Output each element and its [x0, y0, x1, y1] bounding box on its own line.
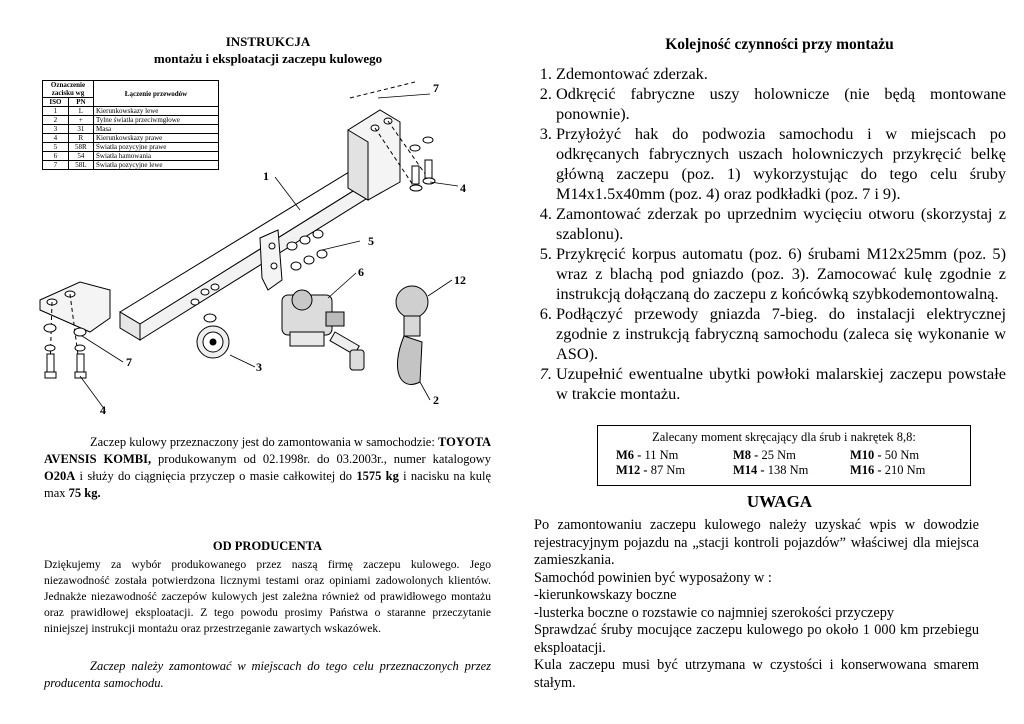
assembly-steps [530, 64, 1006, 404]
list-item: 2. Odkręcić fabryczne uszy holownicze (nie będą montowane ponownie). [556, 84, 1006, 124]
assembly-title: Kolejność czynności przy montażu [665, 36, 894, 53]
header-desc: Łączenie przewodów [94, 81, 219, 107]
tow-ball [396, 286, 428, 384]
warning-p3: -kierunkowskazy boczne [534, 587, 677, 603]
warning-p6: Kula zaczepu musi być utrzymana w czystości i konserwowana smarem stałym. [534, 657, 979, 691]
table-row: 3 31 Masa [43, 125, 219, 134]
catalog-number: O20A [44, 469, 76, 483]
torque-m16: M16 - 210 Nm [850, 463, 926, 477]
torque-m8: M8 - 25 Nm [733, 448, 796, 462]
list-item: 6. Podłączyć przewody gniazda 7-bieg. do instalacji elektrycznej zgodnie z instrukcją fabryczną samochodu (zaleca się wykonanie w ASO). [556, 304, 1006, 364]
torque-m10: M10 - 50 Nm [850, 448, 920, 462]
label-3: 3 [256, 360, 262, 374]
label-4-right: 4 [460, 181, 466, 195]
right-bracket [348, 110, 400, 200]
label-7-left: 7 [126, 355, 132, 369]
table-row: 2 + Tylne światła przeciwmgłowe [43, 116, 219, 125]
max-load: 75 kg. [68, 486, 101, 500]
instruction-title [0, 33, 536, 67]
label-4-left: 4 [100, 403, 106, 417]
label-1: 1 [263, 169, 269, 183]
max-mass: 1575 kg [356, 469, 399, 483]
tow-hitch-exploded-diagram [30, 70, 510, 430]
warning-p2: Samochód powinien być wyposażony w : [534, 569, 772, 586]
electrical-socket [197, 314, 229, 358]
torque-box [597, 425, 971, 486]
col-pn: PN [68, 98, 93, 107]
list-item: 4. Zamontować zderzak po uprzednim wycięciu otworu (skorzystaj z szablonu). [556, 204, 1006, 244]
right-bolts [410, 137, 435, 191]
warning-p1: Po zamontowaniu zaczepu kulowego należy uzyskać wpis w dowodzie rejestracyjnym pojazdu na „stacji kontroli pojazdów” właściwej dla miejsca zamieszkania. [534, 517, 979, 568]
release-lever [330, 332, 364, 370]
label-6: 6 [358, 265, 364, 279]
table-row: 7 58L Światła pozycyjne lewe [43, 161, 219, 170]
intro-paragraph: Zaczep kulowy przeznaczony jest do zamontowania w samochodzie: TOYOTA AVENSIS KOMBI, produkowanym od 02.1998r. do 03.2003r., numer katalogowy O20A i służy do ciągnięcia przyczep o masie całkowitej do 1575 kg i nacisku na kulę max 75 kg. [44, 435, 492, 500]
title-line-2: montażu i eksploatacji zaczepu kulowego [153, 51, 383, 66]
list-item: 3. Przyłożyć hak do podwozia samochodu i w miejscach po odkręcanych fabrycznych uszach holowniczych przykręcić belkę główną zaczepu (poz. 1) wykorzystując do tego celu śruby M14x1.5x40mm (poz. 4) oraz podkładki (poz. 7 i 9). [556, 124, 1006, 204]
col-iso: ISO [43, 98, 69, 107]
producer-note: Zaczep należy zamontować w miejscach do tego celu przeznaczonych przez producenta samochodu. [44, 659, 491, 690]
torque-title: Zalecany moment skręcający dla śrub i nakrętek 8,8: [652, 430, 916, 444]
table-row: 6 54 Światła hamowania [43, 152, 219, 161]
label-7-top: 7 [433, 81, 439, 95]
label-5: 5 [368, 234, 374, 248]
header-group: Oznaczenie zacisku wg [43, 81, 94, 98]
warning-title: UWAGA [746, 492, 813, 511]
warning-p5: Sprawdzać śruby mocujące zaczepu kulowego po około 1 000 km przebiegu eksploatacji. [534, 622, 979, 656]
label-2: 2 [433, 393, 439, 407]
list-item: 5. Przykręcić korpus automatu (poz. 6) śrubami M12x25mm (poz. 5) wraz z blachą pod gniazdo (poz. 3). Zamocować kulę zgodnie z instrukcją dołączaną do zaczepu z końcówką szybkodemontowalną. [556, 244, 1006, 304]
car-model: TOYOTA AVENSIS KOMBI, [44, 435, 492, 466]
list-item: 7. Uzupełnić ewentualne ubytki powłoki malarskiej zaczepu powstałe w trakcie montażu. [556, 364, 1006, 404]
socket-plate [260, 230, 282, 290]
producer-text: Dziękujemy za wybór produkowanego przez naszą firmę zaczepu kulowego. Jego niezawodność została potwierdzona licznymi testami oraz opiniami zadowolonych klientów. Jednakże niezawodność zaczepów kulowych jest zależna również od prawidłowego montażu oraz prawidłowej eksploatacji. Z tego powodu prosimy Państwa o staranne przeczytanie niniejszej instrukcji montażu oraz przestrzeganie zawartych wskazówek. [44, 558, 491, 635]
torque-m12: M12 - 87 Nm [616, 463, 686, 477]
torque-m14: M14 - 138 Nm [733, 463, 809, 477]
torque-m6: M6 - 11 Nm [616, 448, 679, 462]
warning-text [534, 517, 979, 692]
table-row: 4 R Kierunkowskazy prawe [43, 134, 219, 143]
label-12: 12 [454, 273, 466, 287]
producer-title: OD PRODUCENTA [212, 539, 323, 553]
warning-p4: -lusterka boczne o rozstawie co najmniej szerokości przyczepy [534, 604, 895, 621]
list-item: 1. Zdemontować zderzak. [556, 64, 1006, 84]
title-line-1: INSTRUKCJA [225, 34, 311, 49]
table-row: 1 L Kierunkowskazy lewe [43, 107, 219, 116]
table-row: 5 58R Światła pozycyjne prawe [43, 143, 219, 152]
left-bolts [44, 324, 86, 378]
